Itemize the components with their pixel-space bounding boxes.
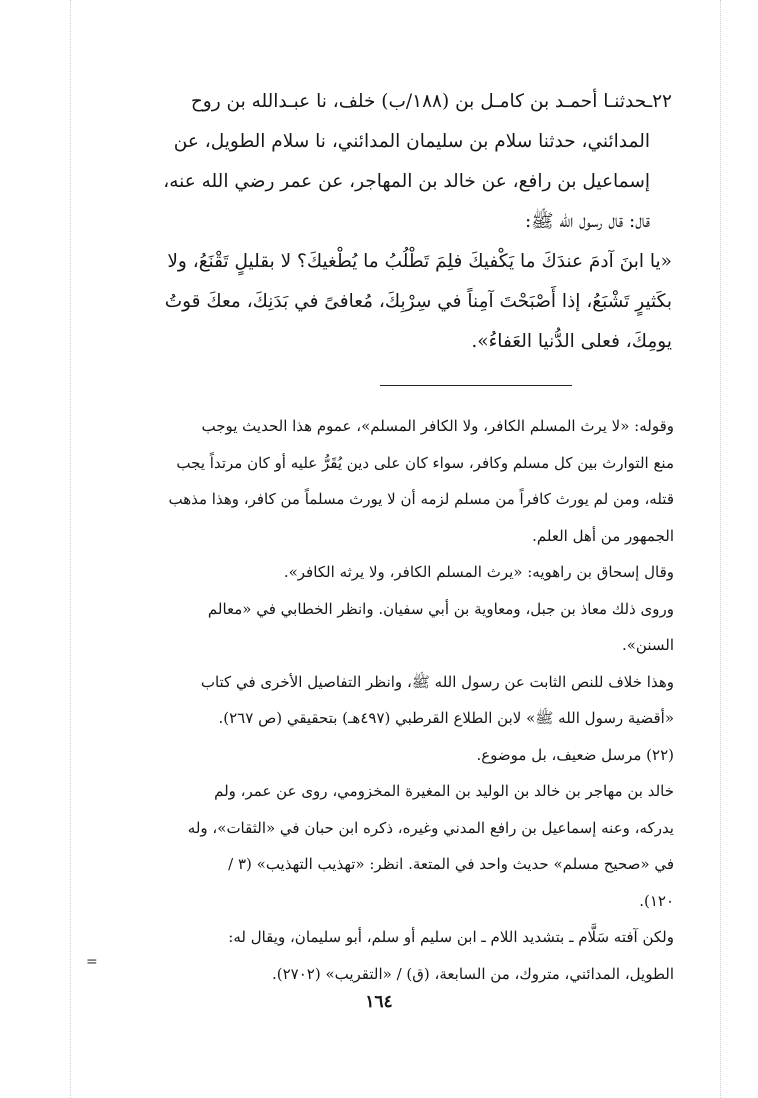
quote-line: «يا ابنَ آدمَ عندَكَ ما يَكْفيكَ فلِمَ تَطْلُبُ ما يُطْغيكَ؟ لا بقليلٍ تَقْنَعُ، ولا: [167, 251, 672, 272]
margin-mark: =: [86, 954, 98, 970]
narration-line: المدائني، حدثنا سلام بن سليمان المدائني، نا سلام الطويل، عن: [173, 131, 650, 152]
footnote-line: وهذا خلاف للنص الثابت عن رسول الله ﷺ، وانظر التفاصيل الأخرى في كتاب: [200, 672, 674, 691]
footnote-line: السنن».: [621, 636, 674, 654]
footnote-line: ولكن آفته سَلَّام ـ بتشديد اللام ـ ابن سليم أو سلم، أبو سليمان، ويقال له:: [228, 928, 674, 946]
page-number: ١٦٤: [365, 992, 393, 1012]
footnote-heading: (٢٢) مرسل ضعيف، بل موضوع.: [476, 745, 674, 764]
hadith-text: [96, 82, 672, 362]
footnote-separator: [380, 385, 572, 386]
footnote-line: يدركه، وعنه إسماعيل بن رافع المدني وغيره، ذكره ابن حبان في «الثقات»، وله: [187, 818, 674, 837]
footnotes: [100, 408, 674, 992]
footnote-line: ١٢٠).: [639, 891, 674, 910]
footnote-line: قتله، ومن لم يورث كافراً من مسلم لزمه أن لا يورث مسلماً من كافر، وهذا مذهب: [168, 490, 674, 508]
hadith-quote: [96, 242, 672, 362]
quote-line: يومِكَ، فعلى الدُّنيا العَفاءُ».: [471, 331, 672, 352]
footnote-line: وقوله: «لا يرث المسلم الكافر، ولا الكافر المسلم»، عموم هذا الحديث يوجب: [201, 417, 674, 435]
scan-guide-line: [720, 0, 721, 1098]
quote-line: بكَثيرٍ تَشْبَعُ، إذا أَصْبَحْتَ آمِناً في سِرْبِكَ، مُعافىً في بَدَنِكَ، معكَ قوتُ: [164, 291, 672, 312]
hadith-narration: [96, 82, 672, 242]
footnote-line: الطويل، المدائني، متروك، من السابعة، (ق) / «التقريب» (٢٧٠٢).: [271, 964, 674, 983]
narration-line: قال: قال رسول الله ﷺ:: [524, 211, 650, 232]
footnote-line: خالد بن مهاجر بن خالد بن الوليد بن المغيرة المخزومي، روى عن عمر، ولم: [214, 782, 674, 800]
narration-line: إسماعيل بن رافع، عن خالد بن المهاجر، عن عمر رضي الله عنه،: [163, 171, 650, 192]
footnote-line: في «صحيح مسلم» حديث واحد في المتعة. انظر: «تهذيب التهذيب» (٣ /: [228, 855, 674, 873]
footnote-line: الجمهور من أهل العلم.: [532, 526, 674, 545]
footnote-line: وقال إسحاق بن راهويه: «يرث المسلم الكافر، ولا يرثه الكافر».: [283, 563, 674, 581]
narration-line: حدثنـا أحمـد بن كامـل بن (١٨٨/ب) خلف، نا عبـدالله بن روح: [190, 91, 647, 112]
footnote-line: وروى ذلك معاذ بن جبل، ومعاوية بن أبي سفيان. وانظر الخطابي في «معالم: [207, 599, 674, 618]
scan-guide-line: [70, 0, 71, 1098]
footnote-line: «أقضية رسول الله ﷺ» لابن الطلاع القرطبي (٤٩٧هـ) بتحقيقي (ص ٢٦٧).: [218, 709, 674, 727]
footnote-line: منع التوارث بين كل مسلم وكافر، سواء كان على دين يُقَرُّ عليه أو كان مرتداً يجب: [176, 453, 674, 472]
hadith-number: ٢٢ـ: [646, 91, 672, 112]
